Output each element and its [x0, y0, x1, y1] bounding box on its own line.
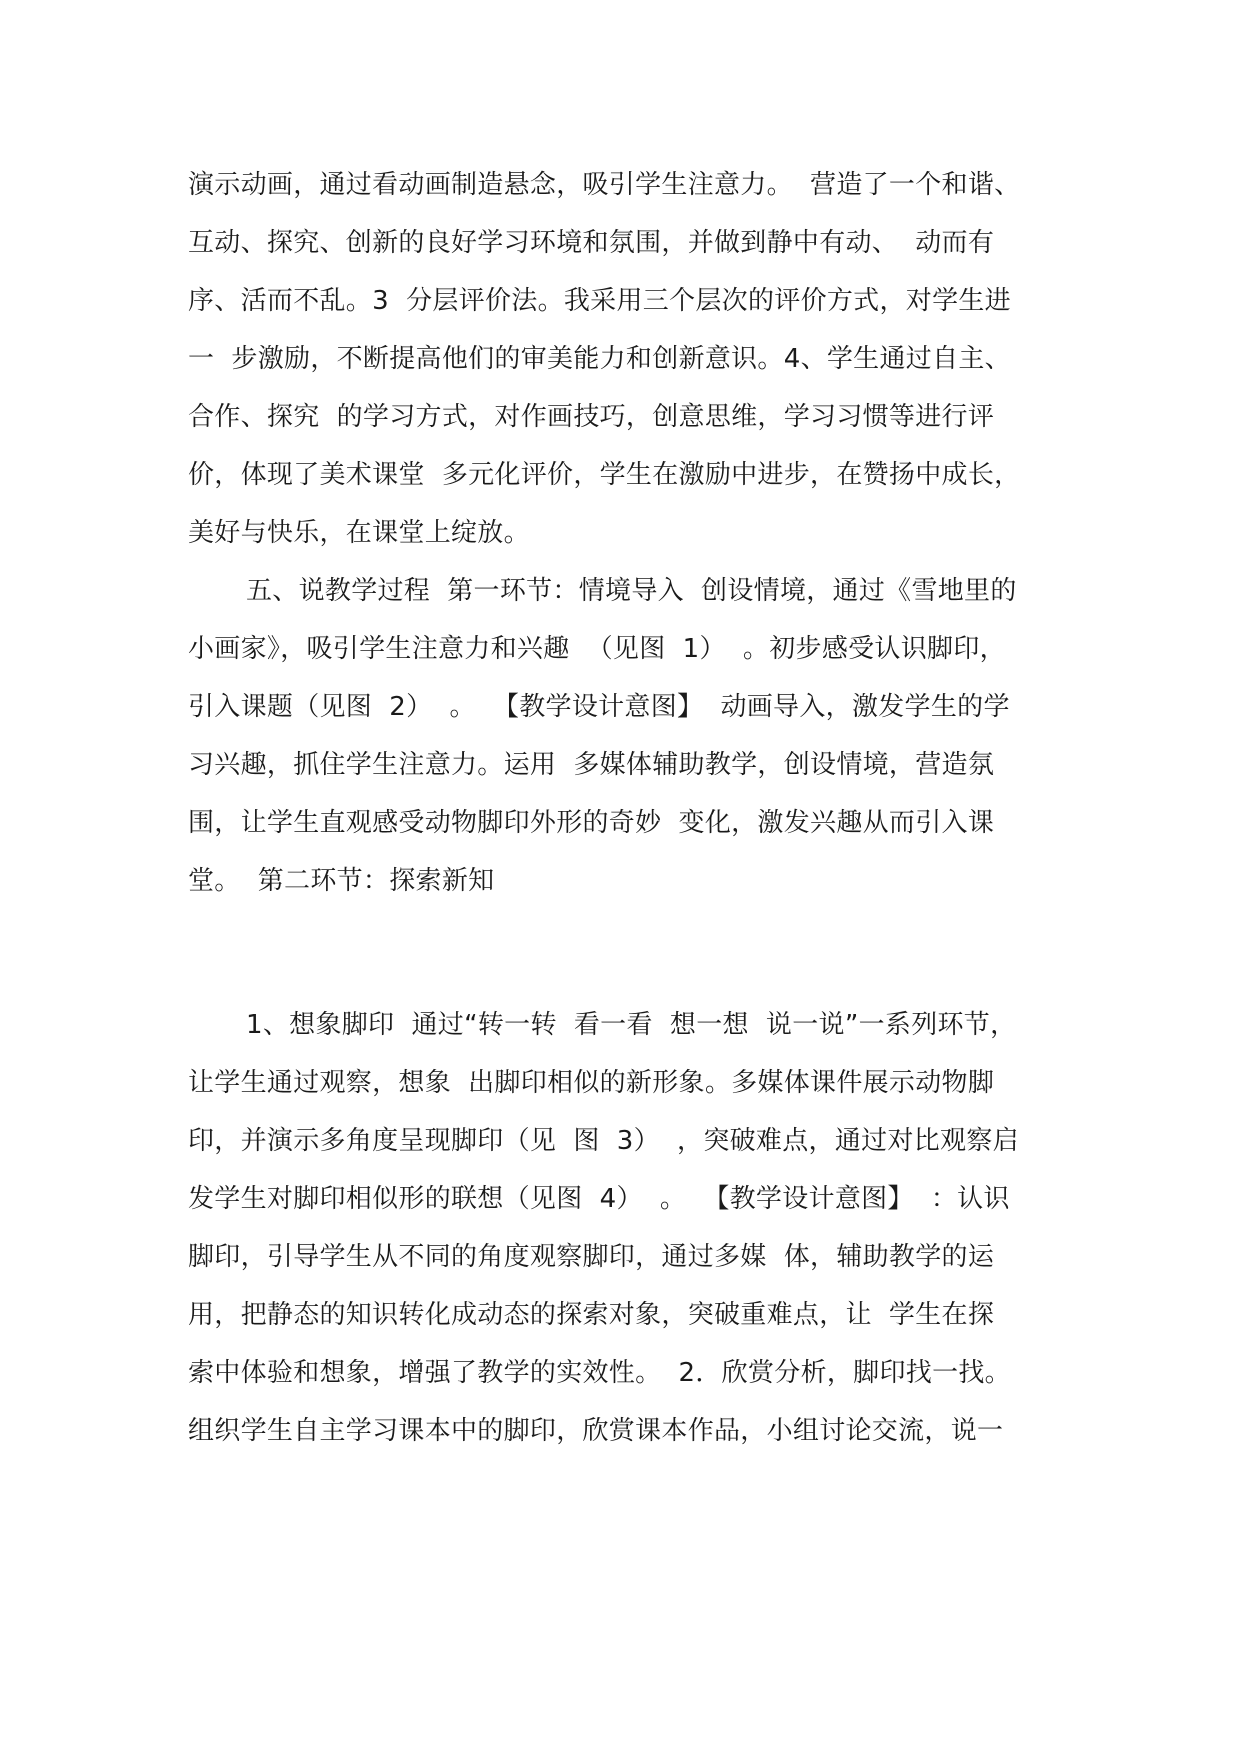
text-line: 用，把静态的知识转化成动态的探索对象，突破重难点，让 学生在探	[188, 1300, 995, 1330]
text-line: 习兴趣，抓住学生注意力。运用 多媒体辅助教学，创设情境，营造氛	[188, 750, 995, 780]
text-line: 索中体验和想象，增强了教学的实效性。 2．欣赏分析，脚印找一找。	[188, 1358, 1011, 1388]
text-line: 一 步激励，不断提高他们的审美能力和创新意识。4、学生通过自主、	[188, 344, 1011, 374]
text-line: 堂。 第二环节：探索新知	[188, 866, 495, 896]
text-line: 互动、探究、创新的良好学习环境和氛围，并做到静中有动、 动而有	[188, 228, 995, 258]
text-line: 合作、探究 的学习方式，对作画技巧，创意思维，学习习惯等进行评	[188, 402, 995, 432]
text-line: 美好与快乐，在课堂上绽放。	[188, 518, 530, 548]
text-line: 引入课题（见图 2） 。 【教学设计意图】 动画导入，激发学生的学	[188, 692, 1010, 722]
text-line: 演示动画，通过看动画制造悬念，吸引学生注意力。 营造了一个和谐、	[188, 170, 1021, 200]
paragraph-first-line: 五、说教学过程 第一环节：情境导入 创设情境，通过《雪地里的	[246, 576, 1017, 606]
text-line: 小画家》，吸引学生注意力和兴趣 （见图 1） 。初步感受认识脚印，	[188, 634, 1006, 664]
text-line: 围，让学生直观感受动物脚印外形的奇妙 变化，激发兴趣从而引入课	[188, 808, 995, 838]
text-line: 价，体现了美术课堂 多元化评价，学生在激励中进步，在赞扬中成长，	[188, 460, 1021, 490]
text-line: 让学生通过观察，想象 出脚印相似的新形象。多媒体课件展示动物脚	[188, 1068, 995, 1098]
text-line: 组织学生自主学习课本中的脚印，欣赏课本作品，小组讨论交流，说一	[188, 1416, 1004, 1446]
text-line: 脚印，引导学生从不同的角度观察脚印，通过多媒 体，辅助教学的运	[188, 1242, 995, 1272]
paragraph-first-line: 1、想象脚印 通过“转一转 看一看 想一想 说一说”一系列环节，	[246, 1010, 1017, 1040]
text-line: 序、活而不乱。3 分层评价法。我采用三个层次的评价方式，对学生进	[188, 286, 1011, 316]
text-line: 发学生对脚印相似形的联想（见图 4） 。 【教学设计意图】 ：认识	[188, 1184, 1010, 1214]
text-line: 印，并演示多角度呈现脚印（见 图 3） ，突破难点，通过对比观察启	[188, 1126, 1019, 1156]
